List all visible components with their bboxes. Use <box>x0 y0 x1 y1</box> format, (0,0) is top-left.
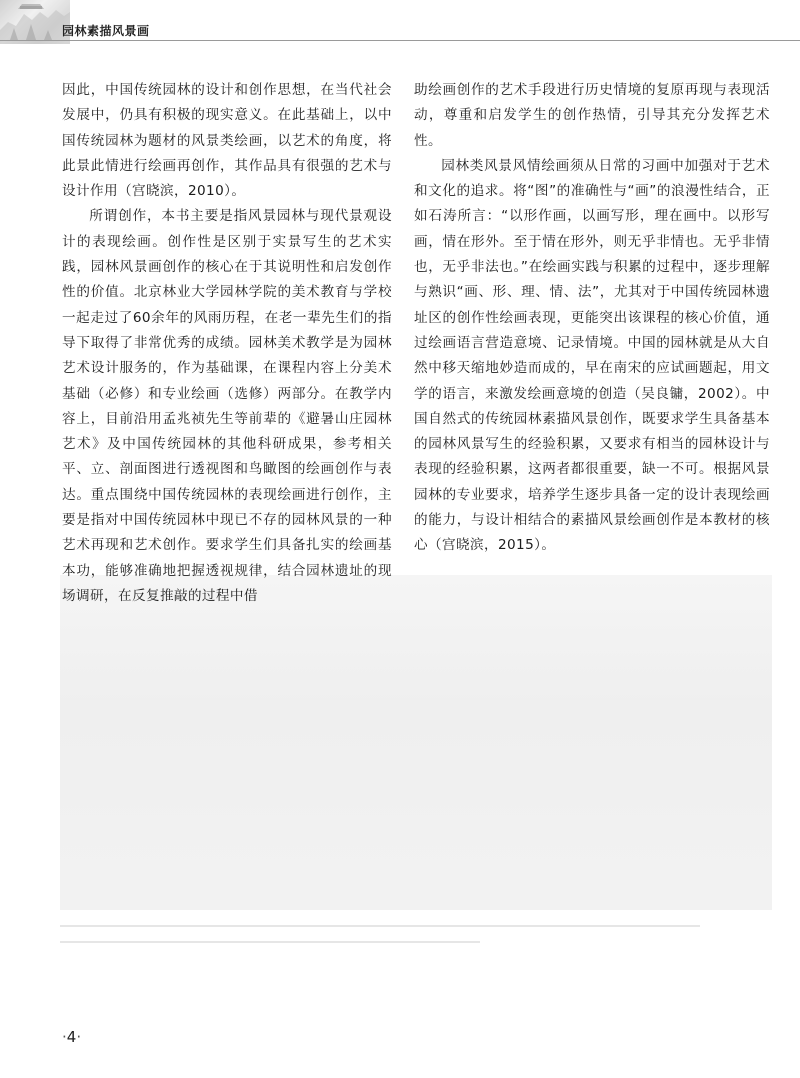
page-number-value: 4 <box>66 1028 77 1046</box>
paragraph: 助绘画创作的艺术手段进行历史情境的复原再现与表现活动，尊重和启发学生的创作热情，引导其充分发挥艺术性。 <box>414 82 770 149</box>
right-text-column <box>414 78 770 559</box>
page-number <box>62 1028 81 1046</box>
header-landscape-illustration <box>0 0 70 44</box>
faded-caption-lines <box>60 925 720 973</box>
page-number-dot: · <box>62 1028 67 1046</box>
left-text-column <box>62 78 392 609</box>
paragraph: 所谓创作，本书主要是指风景园林与现代景观设计的表现绘画。创作性是区别于实景写生的艺术实践，园林风景画创作的核心在于其说明性和启发创作性的价值。北京林业大学园林学院的美术教育与学校一起走过了60余年的风雨历程，在老一辈先生们的指导下取得了非常优秀的成绩。园林美术教学是为园林艺术设计服务的，作为基础课，在课程内容上分美术基础（必修）和专业绘画（选修）两部分。在教学内容上，目前沿用孟兆祯先生等前辈的《避暑山庄园林艺术》及中国传统园林的其他科研成果，参考相关平、立、剖面图进行透视图和鸟瞰图的绘画创作与表达。重点围绕中国传统园林的表现绘画进行创作，主要是指对中国传统园林中现已不存的园林风景的一种艺术再现和艺术创作。要求学生们具备扎实的绘画基本功，能够准确地把握透视规律，结合园林遗址的现场调研，在反复推敲的过程中借 <box>62 208 392 604</box>
header-divider <box>0 40 800 41</box>
page-header <box>0 0 800 48</box>
paragraph: 因此，中国传统园林的设计和创作思想，在当代社会发展中，仍具有积极的现实意义。在此基础上，以中国传统园林为题材的风景类绘画，以艺术的角度，将此景此情进行绘画再创作，其作品具有很强的艺术与设计作用（宫晓滨，2010）。 <box>62 82 392 200</box>
page-number-dot: · <box>76 1028 82 1046</box>
paragraph: 园林类风景风情绘画须从日常的习画中加强对于艺术和文化的追求。将“图”的准确性与“画”的浪漫性结合，正如石涛所言：“以形作画，以画写形，理在画中。以形写画，情在形外。至于情在形外，则无乎非情也。无乎非情也，无乎非法也。”在绘画实践与积累的过程中，逐步理解与熟识“画、形、理、情、法”，尤其对于中国传统园林遗址区的创作性绘画表现，更能突出该课程的核心价值，通过绘画语言营造意境、记录情境。中国的园林就是从大自然中移天缩地妙造而成的，早在南宋的应试画题起，用文学的语言，来激发绘画意境的创造（吴良镛，2002）。中国自然式的传统园林素描风景创作，既要求学生具备基本的园林风景写生的经验积累，又要求有相当的园林设计与表现的经验积累，这两者都很重要，缺一不可。根据风景园林的专业要求，培养学生逐步具备一定的设计表现绘画的能力，与设计相结合的素描风景绘画创作是本教材的核心（宫晓滨，2015）。 <box>414 157 770 554</box>
faded-background-illustration <box>60 575 772 910</box>
running-header-title: 园林素描风景画 <box>62 24 150 38</box>
